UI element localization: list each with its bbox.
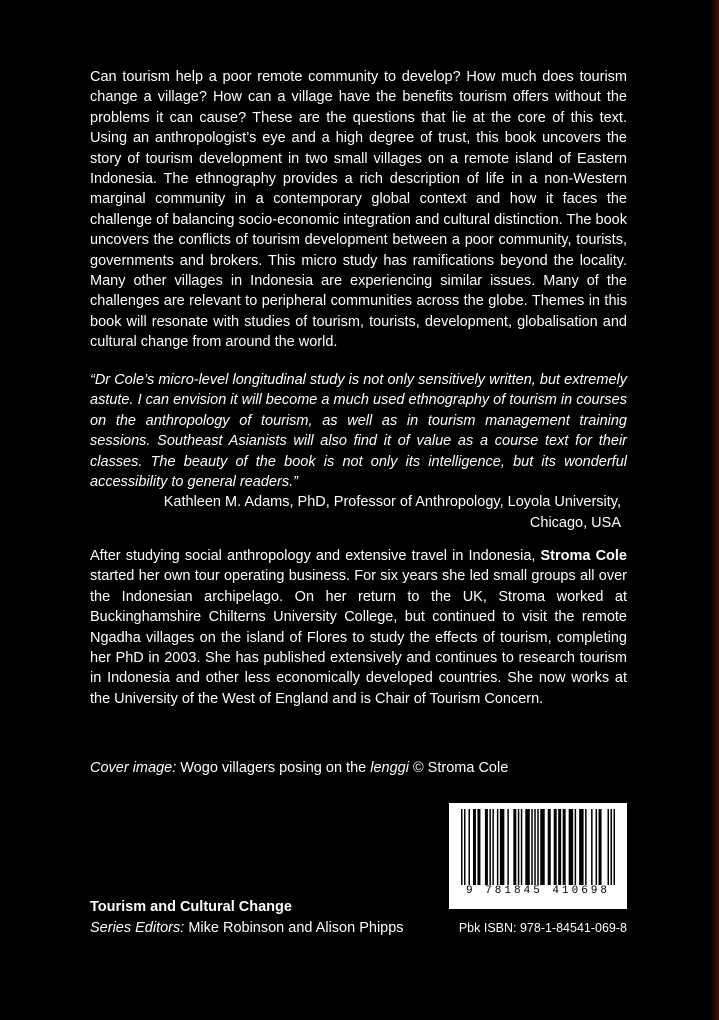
barcode-bar bbox=[531, 809, 533, 885]
series-title: Tourism and Cultural Change bbox=[90, 899, 292, 915]
endorsement bbox=[90, 370, 627, 533]
barcode-bar bbox=[468, 809, 470, 885]
barcode-bar bbox=[548, 809, 551, 885]
barcode-bar bbox=[599, 809, 602, 885]
barcode-bar bbox=[591, 809, 593, 885]
barcode-digits: 9 781845 410698 bbox=[465, 885, 611, 897]
barcode-bar bbox=[614, 809, 616, 885]
barcode-bar bbox=[596, 809, 598, 885]
barcode-bar bbox=[485, 809, 488, 885]
credit-term: lenggi bbox=[370, 760, 409, 776]
author-bio bbox=[90, 546, 627, 709]
barcode-bar bbox=[513, 809, 516, 885]
barcode-bar bbox=[585, 809, 587, 885]
barcode-bar bbox=[608, 809, 610, 885]
barcode-bar bbox=[611, 809, 613, 885]
barcode-bar bbox=[473, 809, 476, 885]
barcode-bar bbox=[563, 809, 566, 885]
barcode-bar bbox=[558, 809, 561, 885]
attribution-line-2: Chicago, USA bbox=[529, 514, 621, 531]
right-edge-shade bbox=[709, 0, 719, 1020]
barcode-bar bbox=[534, 809, 536, 885]
barcode-bar bbox=[525, 809, 529, 885]
endorsement-attribution bbox=[90, 492, 627, 533]
credit-label: Cover image: bbox=[90, 760, 177, 776]
book-description: Can tourism help a poor remote community to develop? How much does tourism change a village? How can a village have the benefits tourism offers without the problems it can cause? These are the questions that lie at the core of this text. Using an anthropologist’s eye and a high degree of trust, this book uncovers the story of tourism development in two small villages on a remote island of Eastern Indonesia. The ethnography provides a rich description of life in a non-Western marginal community in a contemporary global context and how it faces the challenge of balancing socio-economic integration and cultural distinction. The book uncovers the conflicts of tourism development between a poor community, tourists, governments and brokers. This micro study has ramifications beyond the locality. Many other villages in Indonesia are experiencing similar issues. Many of the challenges are relevant to peripheral communities across the globe. Themes in this book will resonate with studies of tourism, tourists, development, globalisation and cultural change from around the world. bbox=[90, 69, 627, 351]
series-editors bbox=[90, 918, 404, 939]
barcode-bar bbox=[507, 809, 509, 885]
barcode-bar bbox=[497, 809, 499, 885]
isbn-barcode bbox=[449, 803, 627, 909]
credit-text-after: © Stroma Cole bbox=[408, 760, 509, 776]
series-editors-names: Mike Robinson and Alison Phipps bbox=[184, 919, 404, 936]
barcode-bar bbox=[489, 809, 491, 885]
isbn-label: Pbk ISBN: 978-1-84541-069-8 bbox=[458, 921, 627, 935]
barcode-bar bbox=[579, 809, 583, 885]
barcode-bar bbox=[575, 809, 577, 885]
barcode-bar bbox=[477, 809, 480, 885]
series-info bbox=[90, 897, 404, 938]
barcode-bar bbox=[537, 809, 539, 885]
barcode-bar bbox=[521, 809, 523, 885]
barcode-bar bbox=[518, 809, 520, 885]
barcode-bar bbox=[569, 809, 573, 885]
credit-text-before: Wogo villagers posing on the bbox=[176, 760, 371, 776]
endorsement-quote: “Dr Cole’s micro-level longitudinal study is not only sensitively written, but extremely astute. I can envision it will become a much used ethnography of tourism in courses on the anthropology of tourism, as well as in tourism management training sessions. Southeast Asianists will also find it of value as a course text for their classes. The beauty of the book is not only its intelligence, but its wonderful accessibility to general readers.” bbox=[90, 372, 627, 491]
barcode-bar bbox=[554, 809, 557, 885]
barcode-bar bbox=[500, 809, 504, 885]
barcode-bars bbox=[461, 809, 615, 885]
cover-image-credit bbox=[90, 758, 508, 778]
bio-rest: started her own tour operating business. For six years she led small groups all over the Indonesian archipelago. On her return to the UK, Stroma worked at Buckinghamshire Chilterns University College, but continued to visit the remote Ngadha villages on the island of Flores to study the effects of tourism, completing her PhD in 2003. She has published extensively and continues to research tourism in Indonesia and other less economically developed countries. She now works at the University of the West of England and is Chair of Tourism Concern. bbox=[90, 568, 627, 707]
barcode-bar bbox=[461, 809, 463, 885]
author-name: Stroma Cole bbox=[540, 548, 627, 564]
barcode-bar bbox=[492, 809, 494, 885]
barcode-bar bbox=[464, 809, 466, 885]
barcode-bar bbox=[540, 809, 544, 885]
attribution-line-1: Kathleen M. Adams, PhD, Professor of Anthropology, Loyola University, bbox=[163, 494, 621, 511]
series-editors-label: Series Editors: bbox=[90, 919, 185, 936]
bio-intro: After studying social anthropology and extensive travel in Indonesia, bbox=[90, 548, 541, 564]
